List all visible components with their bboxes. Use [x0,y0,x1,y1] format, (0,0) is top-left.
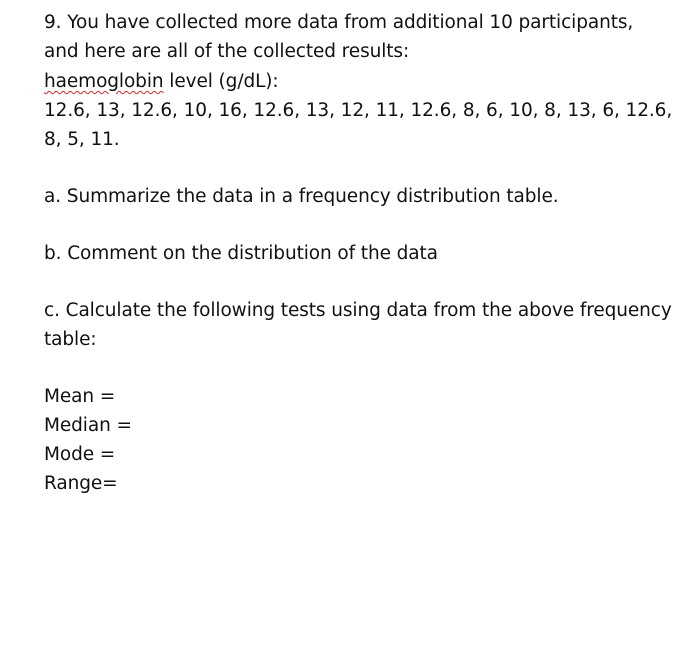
values-line-2: 8, 5, 11. [44,129,120,150]
answer-range: Range= [44,473,118,494]
measure-unit: level (g/dL): [163,71,279,92]
part-a: a. Summarize the data in a frequency distribution table. [44,186,559,207]
answer-mode: Mode = [44,444,116,465]
part-b: b. Comment on the distribution of the data [44,243,438,264]
answer-median: Median = [44,415,132,436]
values-line-1: 12.6, 13, 12.6, 10, 16, 12.6, 13, 12, 11, 12.6, 8, 6, 10, 8, 13, 6, 12.6, [44,100,673,121]
part-c-line-1: c. Calculate the following tests using data from the above frequency [44,300,672,321]
part-c-line-2: table: [44,329,97,350]
measure-label [44,71,279,93]
question-intro-line-1: 9. You have collected more data from additional 10 participants, [44,12,634,33]
measure-word-misspelled: haemoglobin [44,71,164,92]
question-intro-line-2: and here are all of the collected results: [44,41,410,62]
answer-mean: Mean = [44,386,116,407]
